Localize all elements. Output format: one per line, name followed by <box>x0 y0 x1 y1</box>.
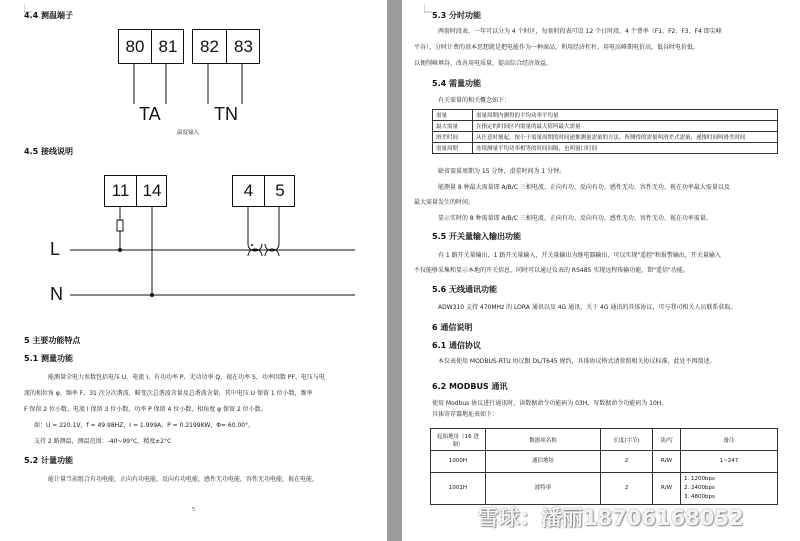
demand-definition-cell: 在指定的时间区内需量的最大值叫最大需量 <box>473 121 778 132</box>
demand-definition-cell: 需量周期内测得的平均功率平均量 <box>473 110 778 121</box>
register-table-header-row <box>431 429 778 451</box>
document-page-left <box>0 0 387 541</box>
para-5-3-line1: 两套时段表，一年可以分为 4 个时区，每套时段表可设 12 个日时段，4 个费率（F1、F2、F3、F4 即尖峰 <box>438 28 722 35</box>
para-5-3-line2: 平谷），分时计费的基本思想就是把电能作为一种商品，利用经济杠杆，用电高峰期电价高，低谷时电价低， <box>414 44 700 51</box>
demand-term-cell: 滑差时间 <box>433 132 473 143</box>
demand-term-cell: 需量 <box>433 110 473 121</box>
register-cell: R/W <box>653 451 681 473</box>
terminal-5: 5 <box>275 181 285 200</box>
section-5-title: 5 主要功能特点 <box>24 336 81 345</box>
para-5-6-line1: ADW310 支持 470MHz 的 LORA 通讯以及 4G 通讯，关于 4G 通讯的具体协议，可与我司相关人员联系获取。 <box>438 304 737 311</box>
terminal-81: 81 <box>158 36 178 56</box>
label-tn: TN <box>214 104 238 124</box>
para-6-2-line2: 具体寄存器地址表如下： <box>432 411 499 418</box>
register-table-row <box>431 473 778 505</box>
page-number: 5 <box>192 507 196 513</box>
demand-definition-cell: 连续测量平均功率相等的时间间隔，也叫窗口时间 <box>473 143 778 154</box>
register-header-cell: 数据项名称 <box>486 429 601 451</box>
para-5-4-line4: 显示实时的 8 种需量即 A/B/C 三相电流、正向有功、反向有功、感性无功、容性无功、视在功率需量。 <box>438 215 712 222</box>
register-header-cell: 读/写 <box>653 429 681 451</box>
register-cell: 1. 1200bps 2. 2400bps 3. 4800bps <box>681 473 778 505</box>
para-5-1-line1: 能测量全电力参数包括电压 U、电流 I、有功功率 P、无功功率 Q、视在功率 S、功率因数 PF、电压与电 <box>48 374 325 381</box>
section-5-4-title: 5.4 需量功能 <box>432 79 481 88</box>
label-l: L <box>50 239 61 259</box>
para-5-1-line5: 支持 2 路测温，测温范围：-40~99°C，精度±2°C <box>34 438 172 445</box>
section-4-4-title: 4.4 测温端子 <box>24 11 73 20</box>
register-cell: 2 <box>601 451 653 473</box>
demand-table-row <box>433 132 778 143</box>
demand-term-cell: 需量周期 <box>433 143 473 154</box>
section-5-2-title: 5.2 计量功能 <box>24 456 73 465</box>
para-6-1-line1: 本仪表使用 MODBUS-RTU 协议跟 DL/T645 规约，具体协议格式请参照相关协议标准，此处不再赘述。 <box>438 358 716 365</box>
demand-table-row <box>433 121 778 132</box>
section-5-5-title: 5.5 开关量输入输出功能 <box>432 232 521 241</box>
register-cell: 1001H <box>431 473 486 505</box>
terminal-11: 11 <box>111 181 130 200</box>
section-6-1-title: 6.1 通信协议 <box>432 341 481 350</box>
register-cell: 通信地址 <box>486 451 601 473</box>
label-n: N <box>50 284 63 304</box>
demand-concept-table <box>432 109 778 154</box>
para-5-4-line2: 能测量 8 种最大需量即 A/B/C 三相电流、正向有功、反向有功、感性无功、容性无功、视在功率最大需量以及 <box>438 184 730 191</box>
temp-input-wiring <box>0 0 387 140</box>
register-table-row <box>431 451 778 473</box>
para-5-5-line2: 不仅能够采集和显示本地的开关信息，同时可以通过仪表的 RS485 实现远程传输功能，即"遥信"功能。 <box>414 267 689 274</box>
register-cell: 2 <box>601 473 653 505</box>
register-cell: R/W <box>653 473 681 505</box>
register-header-cell: 备注 <box>681 429 778 451</box>
para-5-1-line4: 如：U = 220.1V，f = 49.98HZ，I = 1.999A，P = 0.2199KW，Φ= 60.00°。 <box>34 422 255 429</box>
document-page-right <box>402 0 800 541</box>
para-5-1-line2: 流的相位角 φ、频率 F、31 次分次谐波、畸变次总谐波含量及总谐波含量，其中电压 U 保留 1 位小数，频率 <box>24 390 313 397</box>
terminal-80: 80 <box>125 36 145 56</box>
register-header-cell: 起始地址（16 进制） <box>431 429 486 451</box>
para-6-2-line1: 使用 Modbus 协议进行通讯时，读数据命令功能码为 03H，写数据命令功能码为 10H。 <box>432 400 668 407</box>
section-5-6-title: 5.6 无线通讯功能 <box>432 285 497 294</box>
terminal-82: 82 <box>200 36 219 56</box>
para-5-2-line1: 能计量当前组合有功电能，正向有功电能，反向有功电能，感性无功电能，容性无功电能，视在电能， <box>48 476 319 483</box>
register-cell: 1000H <box>431 451 486 473</box>
demand-table-row <box>433 143 778 154</box>
register-cell: 波特率 <box>486 473 601 505</box>
terminal-14: 14 <box>142 181 162 200</box>
demand-definition-cell: 从任意时刻起，按小于需量周期的时间递推测量需量的方法，所测得的需量叫滑差式需量，递推时间叫滑差时间 <box>473 132 778 143</box>
para-5-4-line1: 缺省需量周期为 15 分钟，滑差时间为 1 分钟。 <box>438 168 566 175</box>
section-6-2-title: 6.2 MODBUS 通讯 <box>432 382 508 391</box>
para-5-5-line1: 有 1 路开关量输出，1 路开关量输入，开关量输出为继电器输出，可以实现"遥控"和报警输出，开关量输入 <box>438 252 721 259</box>
register-header-cell: 长度(字节) <box>601 429 653 451</box>
register-cell: 1~247 <box>681 451 778 473</box>
para-5-1-line3: F 保留 2 位小数，电流 I 保留 3 位小数，功率 P 保留 4 位小数，相角度 φ 保留 2 位小数。 <box>24 406 267 413</box>
label-ta: TA <box>139 104 161 124</box>
section-5-1-title: 5.1 测量功能 <box>24 354 73 363</box>
demand-table-row <box>433 110 778 121</box>
terminal-4: 4 <box>243 181 254 200</box>
caption-temperature-input: 温度输入 <box>177 130 200 136</box>
section-5-3-title: 5.3 分时功能 <box>432 11 481 20</box>
para-5-4-line3: 最大需量发生的时间。 <box>414 199 475 206</box>
section-6-title: 6 通信说明 <box>432 323 473 332</box>
section-4-5-title: 4.5 接线说明 <box>24 147 73 156</box>
watermark-text: 雪球：潘丽18706168052 <box>478 506 744 530</box>
terminal-83: 83 <box>234 36 253 56</box>
para-5-4-intro: 有关需量的相关概念如下： <box>438 97 511 104</box>
register-table <box>430 428 778 505</box>
para-5-3-line3: 以便削峰填谷，改善用电质量，提高综合经济效益。 <box>414 60 553 67</box>
demand-term-cell: 最大需量 <box>433 121 473 132</box>
